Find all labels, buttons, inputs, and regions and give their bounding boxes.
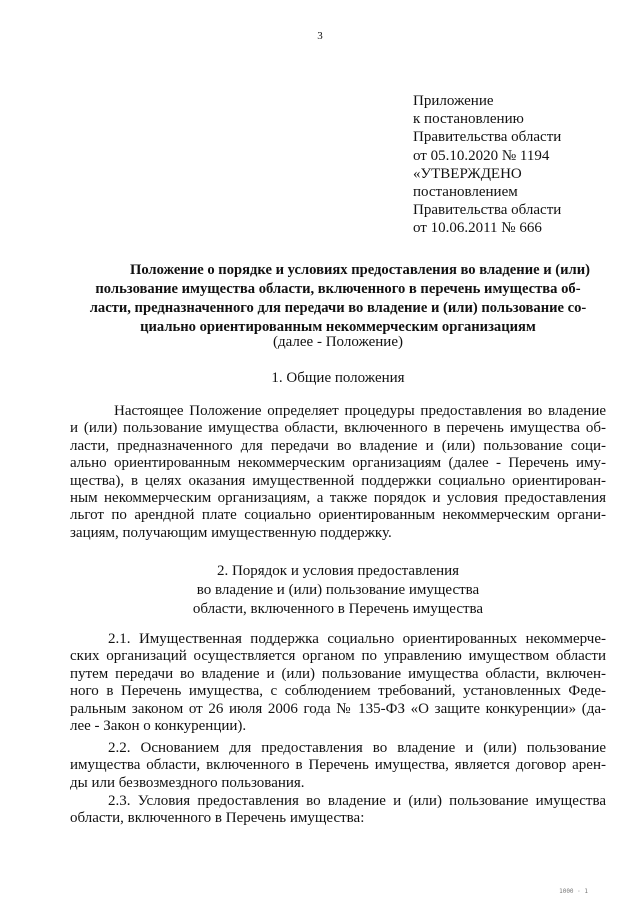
paragraph-line: ских организаций осуществляется органом по управлению имуществом области xyxy=(70,648,606,665)
paragraph-line: ды или безвозмездного пользования. xyxy=(70,774,305,791)
paragraph-line: и (или) пользование имущества области, включенного в перечень имущества об- xyxy=(70,420,606,437)
section-heading: 1. Общие положения xyxy=(271,370,405,386)
paragraph-line: щества), в целях оказания имущественной поддержки социально ориентирован- xyxy=(70,472,606,489)
title-line: пользование имущества области, включенного в перечень имущества об- xyxy=(95,281,581,297)
document-subtitle: (далее - Положение) xyxy=(273,334,403,350)
paragraph-general-provisions xyxy=(70,403,606,542)
paragraph-line: льгот по арендной плате социально ориентированным некоммерческим органи- xyxy=(70,507,606,524)
paragraph-line: лее - Закон о конкуренции). xyxy=(70,718,247,735)
appendix-line: Правительства области xyxy=(413,202,562,219)
paragraph-line: ально ориентированным некоммерческим организациям (далее - Перечень иму- xyxy=(70,455,606,472)
appendix-block xyxy=(413,92,561,238)
paragraph-line: области, включенного в Перечень имущества: xyxy=(70,810,365,827)
title-line: Положение о порядке и условиях предоставления во владение и (или) xyxy=(129,262,591,278)
appendix-line: Приложение xyxy=(413,93,494,109)
paragraph-line: 2.1. Имущественная поддержка социально ориентированных некоммерче- xyxy=(108,631,606,647)
section-heading-line: 2. Порядок и условия предоставления xyxy=(216,563,460,579)
paragraph-line: Настоящее Положение определяет процедуры предоставления во владение xyxy=(114,403,606,419)
paragraph-line: ласти, предназначенного для передачи во владение и (или) пользование соци- xyxy=(70,437,606,454)
paragraph-line: ральным законом от 26 июля 2006 года № 135-ФЗ «О защите конкуренции» (да- xyxy=(70,700,606,717)
section-heading xyxy=(70,562,606,619)
title-line: циально ориентированным некоммерческим организациям xyxy=(140,319,536,335)
appendix-line: постановлением xyxy=(413,184,518,201)
page-number: 3 xyxy=(317,30,323,42)
paragraph-2-2 xyxy=(70,740,606,792)
paragraph-line: 2.3. Условия предоставления во владение и (или) пользование имущества xyxy=(108,793,606,809)
appendix-line: от 05.10.2020 № 1194 xyxy=(413,147,550,164)
footer-mark: 1000 · 1 xyxy=(559,888,588,895)
paragraph-line: имущества области, включенного в Перечень имущества, является договор арен- xyxy=(70,757,606,774)
document-title xyxy=(70,261,606,337)
paragraph-line: ного в Перечень имущества, с соблюдением требований, установленных Феде- xyxy=(70,683,606,700)
paragraph-line: путем передачи во владение и (или) пользование имущества области, включен- xyxy=(70,665,606,682)
section-heading-line: во владение и (или) пользование имущества xyxy=(196,582,480,598)
paragraph-line: зациям, получающим имущественную поддержку. xyxy=(70,524,392,541)
appendix-line: Правительства области xyxy=(413,129,562,146)
appendix-line: от 10.06.2011 № 666 xyxy=(413,220,542,237)
paragraph-2-1 xyxy=(70,631,606,735)
section-heading-line: области, включенного в Перечень имущества xyxy=(192,601,484,617)
appendix-line: к постановлению xyxy=(413,111,524,128)
paragraph-line: ным некоммерческим организациям, а также порядок и условия предоставления xyxy=(70,490,606,507)
appendix-line: «УТВЕРЖДЕНО xyxy=(413,165,522,182)
paragraph-2-3 xyxy=(70,793,606,828)
title-line: ласти, предназначенного для передачи во владение и (или) пользование со- xyxy=(89,300,587,316)
paragraph-line: 2.2. Основанием для предоставления во владение и (или) пользование xyxy=(108,740,606,756)
